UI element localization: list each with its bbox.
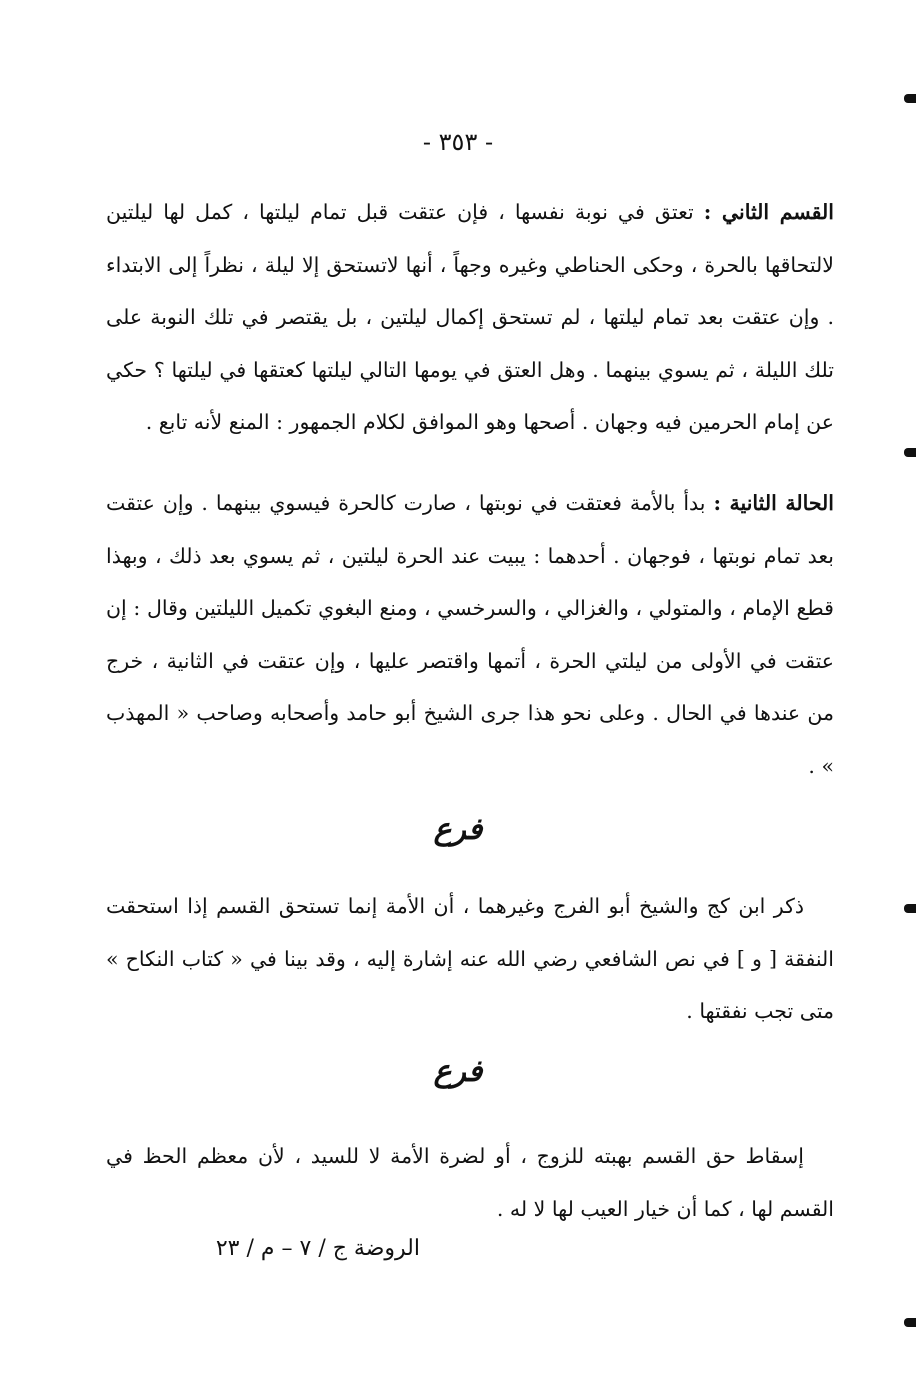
paragraph-far-one	[106, 880, 834, 1038]
paragraph-far-two	[106, 1130, 834, 1235]
paragraph-lead: القسم الثاني :	[703, 200, 834, 224]
scan-edge-mark	[904, 448, 916, 457]
section-heading: فرع	[433, 812, 483, 847]
footer-signature: الروضة ج / ٧ – م / ٢٣	[215, 1236, 420, 1261]
paragraph-text: بدأ بالأمة فعتقت في نوبتها ، صارت كالحرة فيسوي بينهما . وإن عتقت بعد تمام نوبتها ، فوجهان . أحدهما : يبيت عند الحرة ليلتين ، ثم يسوي بعد ذلك ، وبهذا قطع الإمام ، والمتولي ، والغزالي ، والسرخسي ، ومنع البغوي تكميل الليلتين وقال : إن عتقت في الأولى من ليلتي الحرة ، أتمها واقتصر عليها ، وإن عتقت في الثانية ، خرج من عندها في الحال . وعلى نحو هذا جرى الشيخ أبو حامد وأصحابه وصاحب « المهذب » .	[106, 491, 834, 778]
scan-edge-mark	[904, 1318, 916, 1327]
paragraph-case-two	[106, 477, 834, 792]
paragraph-text: ذكر ابن كج والشيخ أبو الفرج وغيرهما ، أن الأمة إنما تستحق القسم إذا استحقت النفقة [ و ] في نص الشافعي رضي الله عنه إشارة إليه ، وقد بينا في « كتاب النكاح » متى تجب نفقتها .	[106, 894, 834, 1023]
scan-edge-mark	[904, 94, 916, 103]
paragraph-text: تعتق في نوبة نفسها ، فإن عتقت قبل تمام ليلتها ، كمل لها ليلتين لالتحاقها بالحرة ، وحكى الحناطي وغيره وجهاً ، أنها لاتستحق إلا ليلة ، نظراً إلى الابتداء . وإن عتقت بعد تمام ليلتها ، لم تستحق إكمال ليلتين ، بل يقتصر في تلك النوبة على تلك الليلة ، ثم يسوي بينهما . وهل العتق في يومها التالي ليلتها كعتقها في ليلتها ؟ حكي عن إمام الحرمين فيه وجهان . أصحها وهو الموافق لكلام الجمهور : المنع لأنه تابع .	[106, 200, 834, 434]
scan-edge-mark	[904, 904, 916, 913]
paragraph-section-two	[106, 186, 834, 449]
page-number: - ٣٥٣ -	[422, 128, 494, 156]
paragraph-lead: الحالة الثانية :	[713, 491, 834, 515]
section-heading: فرع	[433, 1054, 483, 1089]
paragraph-text: إسقاط حق القسم بهبته للزوج ، أو لضرة الأمة لا للسيد ، لأن معظم الحظ في القسم لها ، كما أن خيار العيب لها لا له .	[106, 1144, 834, 1221]
